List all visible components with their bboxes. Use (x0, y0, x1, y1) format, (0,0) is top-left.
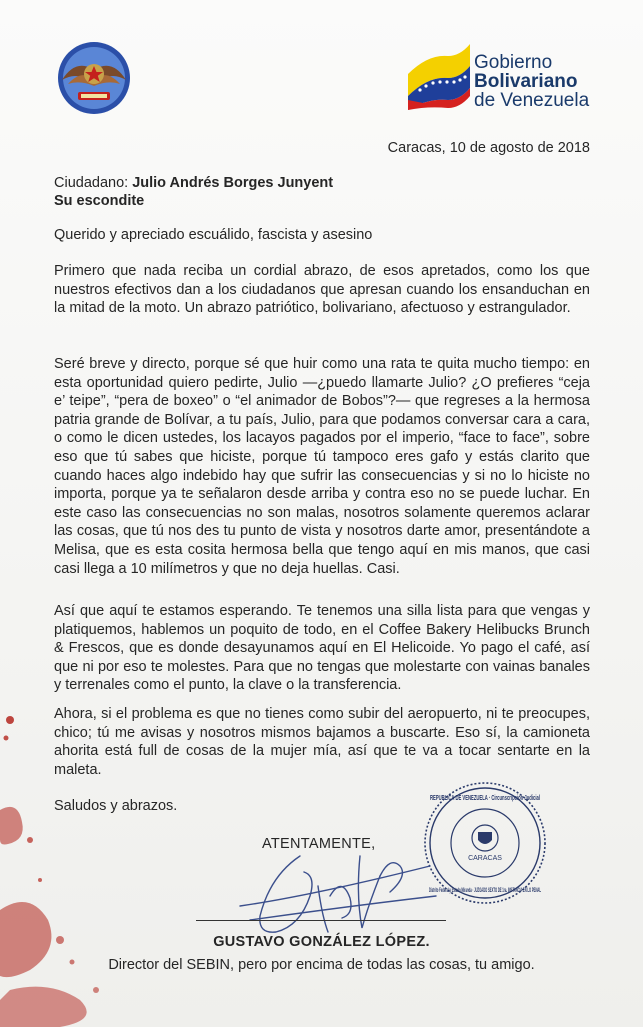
blood-splatter-icon (0, 690, 120, 1027)
paragraph: Seré breve y directo, porque sé que huir como una rata te quita mucho tiempo: en esta oportunidad quiero pedirte, Julio —¿puedo llamarte Julio? ¿O prefieres “ceja e’ teipe”, “pera de boxeo” o “el animador de Bobos”?— que regreses a la hermosa patria grande de Bolívar, a tu país, Julio, para que podamos conversar cara a cara, o como le dicen ustedes, los lacayos pagados por el imperio, “face to face”, sobre eso que tú sabes que hiciste, porque tú tampoco eres gafo y estás clarito que cuando haces algo indebido hay que sufrir las consecuencias y si no lo hiciste no importa, porque ya te señalaron desde arriba y contra eso no se puede luchar. En este caso las consecuencias no son malas, nosotros solamente queremos aclarar las cosas, que tú nos des tu punto de vista y nosotros darte amor, presentándote a Melisa, que es esta cosita hermosa bella que tengo aquí en mis manos, que casi casi llega a 10 milímetros y que no deja huellas. Casi. (54, 356, 590, 577)
government-logo-text (474, 53, 604, 110)
signature-line (196, 920, 446, 921)
gov-line-2: Bolivariano (474, 71, 578, 92)
closing-line: Saludos y abrazos. (54, 798, 178, 814)
signer-title: Director del SEBIN, pero por encima de todas las cosas, tu amigo. (108, 957, 535, 973)
government-logo (408, 44, 598, 114)
paragraph: Así que aquí te estamos esperando. Te tenemos una silla lista para que vengas y platiquemos, hablemos un poquito de todo, en el Coffee Bakery Helibucks Brunch & Frescos, que es donde desayunamos aquí en El Helicoide. Yo pago el café, así que ni por eso te molestes. Para que no tengas que molestarte con vainas banales y terrenales como el punto, la clave o la transferencia. (54, 603, 590, 694)
regards-line: ATENTAMENTE, (262, 836, 376, 852)
seal-center-text: CARACAS (468, 855, 502, 862)
paragraph: Ahora, si el problema es que no tienes como subir del aeropuerto, ni te preocupes, chico; tú me avisas y nosotros mismos bajamos a buscarte. Eso sí, la camioneta ahorita está full de cosas de la mujer mía, así que te va a tocar sentarte en la maleta. (54, 706, 590, 778)
addressee-block (54, 174, 333, 210)
salutation: Querido y apreciado escuálido, fascista y asesino (54, 227, 373, 243)
gov-line-1: Gobierno (474, 52, 553, 73)
seal-inner-text: Distrito Federal y Estado Miranda · JUZGADO SEXTO DE 1ra. INSTANCIA EN LO PENAL (429, 887, 542, 894)
addressee-prefix: Ciudadano: (54, 175, 133, 191)
letter-date: Caracas, 10 de agosto de 2018 (387, 140, 590, 156)
sebin-eagle-emblem-icon (56, 40, 132, 116)
addressee-location: Su escondite (54, 193, 145, 209)
signer-name: GUSTAVO GONZÁLEZ LÓPEZ. (213, 934, 430, 950)
venezuela-flag-icon (408, 44, 470, 110)
paragraph: Primero que nada reciba un cordial abrazo, de esos apretados, como los que nuestros efectivos dan a los ciudadanos que apresan cuando los ensanduchan en la mitad de la moto. Un abrazo patriótico, bolivariano, afectuoso y estrangulador. (54, 263, 590, 317)
handwritten-signature-icon (230, 836, 440, 946)
seal-outer-text: REPUBLICA DE VENEZUELA · Circunscripción Judicial (430, 795, 541, 802)
addressee-name: Julio Andrés Borges Junyent (132, 175, 334, 191)
gov-line-3: de Venezuela (474, 90, 590, 111)
